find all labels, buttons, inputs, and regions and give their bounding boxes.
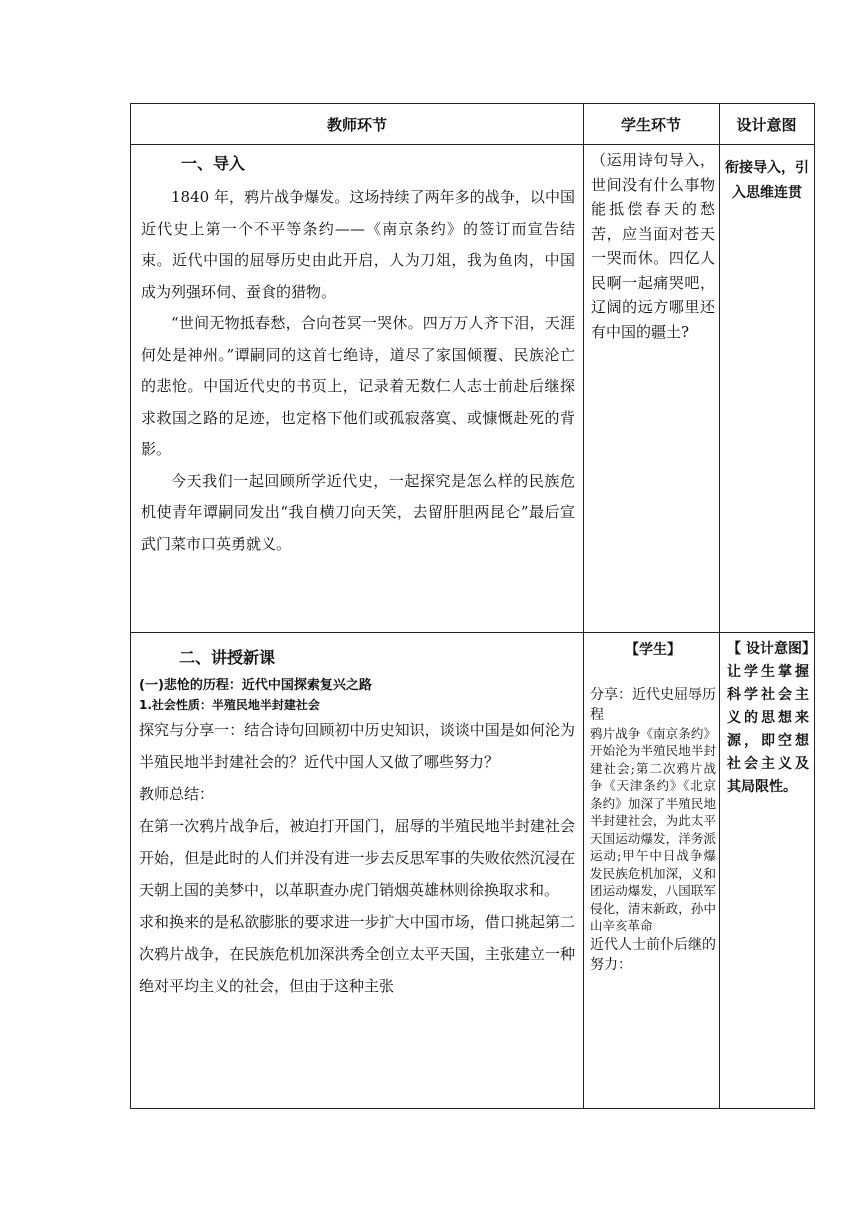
lesson-table <box>130 103 815 1109</box>
row1-design-cell <box>725 156 809 626</box>
student-detail: 鸦片战争《南京条约》开始沦为半殖民地半封建社会;第二次鸦片战争《天津条约》《北京条约》加深了半殖民地半封建社会，为此太平天国运动爆发，洋务派运动;甲午中日战争爆发民族危机加深，义和团运动爆发，八国联军侵化，清末新政，孙中山辛亥革命 <box>590 725 716 933</box>
row2-student-cell <box>590 638 716 1106</box>
column-divider <box>583 104 584 1108</box>
row1-student-cell <box>591 148 715 618</box>
design-text: 衔接导入，引入思维连贯 <box>725 160 809 201</box>
design-text: 【 设计意图】让学生掌握科学社会主义的思想来源，即空想社会主义及其局限性。 <box>727 641 809 795</box>
header-student: 学生环节 <box>620 115 681 134</box>
paragraph: 求和换来的是私欲膨胀的要求进一步扩大中国市场，借口挑起第二次鸦片战争，在民族危机加深洪秀全创立太平天国，主张建立一种绝对平均主义的社会，但由于这种主张 <box>139 913 575 995</box>
paragraph: 1840 年，鸦片战争爆发。这场持续了两年多的战争，以中国近代史上第一个不平等条约——《南京条约》的签订而宣告结束。近代中国的屈辱历史由此开启，人为刀俎，我为鱼肉，中国成为列强环伺、蚕食的猎物。 <box>141 188 575 301</box>
student-end: 近代人士前仆后继的努力： <box>590 936 716 973</box>
student-label: 【学生】 <box>625 642 681 658</box>
row-divider <box>131 144 814 145</box>
section-heading: 一、导入 <box>181 154 246 173</box>
paragraph: 今天我们一起回顾所学近代史，一起探究是怎么样的民族危机使青年谭嗣同发出“我自横刀向天笑，去留肝胆两昆仑”最后宣武门菜市口英勇就义。 <box>141 471 575 553</box>
paragraph: 探究与分享一：结合诗句回顾初中历史知识，谈谈中国是如何沦为半殖民地半封建社会的？近代中国人又做了哪些努力？ <box>139 721 575 771</box>
paragraph: 在第一次鸦片战争后，被迫打开国门，屈辱的半殖民地半封建社会开始，但是此时的人们并没有进一步去反思军事的失败依然沉浸在天朝上国的美梦中，以革职查办虎门销烟英雄林则徐换取求和。 <box>139 817 575 899</box>
row1-teacher-cell <box>141 150 575 628</box>
header-design: 设计意图 <box>736 115 797 134</box>
row2-teacher-cell <box>139 644 575 1106</box>
student-text: （运用诗句导入，世间没有什么事物能抵偿春天的愁苦，应当面对苍天一哭而休。四亿人民啊一起痛哭吧，辽阔的远方哪里还有中国的疆土? <box>591 151 715 341</box>
column-divider <box>719 104 720 1108</box>
row2-design-cell <box>727 638 809 1106</box>
sub-heading: (一)悲怆的历程：近代中国探索复兴之路 <box>139 678 372 693</box>
student-share: 分享：近代史屈辱历程 <box>590 686 716 723</box>
sub-sub-heading: 1.社会性质：半殖民地半封建社会 <box>139 698 320 712</box>
row-divider <box>131 632 814 633</box>
header-teacher: 教师环节 <box>326 115 387 134</box>
paragraph: 教师总结： <box>139 785 215 803</box>
section-heading: 二、讲授新课 <box>179 648 276 667</box>
paragraph: “世间无物抵春愁，合向苍冥一哭休。四万万人齐下泪，天涯何处是神州。”谭嗣同的这首七绝诗，道尽了家国倾覆、民族沦亡的悲怆。中国近代史的书页上，记录着无数仁人志士前赴后继探求救国之路的足迹，也定格下他们或孤寂落寞、或慷慨赴死的背影。 <box>141 314 575 458</box>
